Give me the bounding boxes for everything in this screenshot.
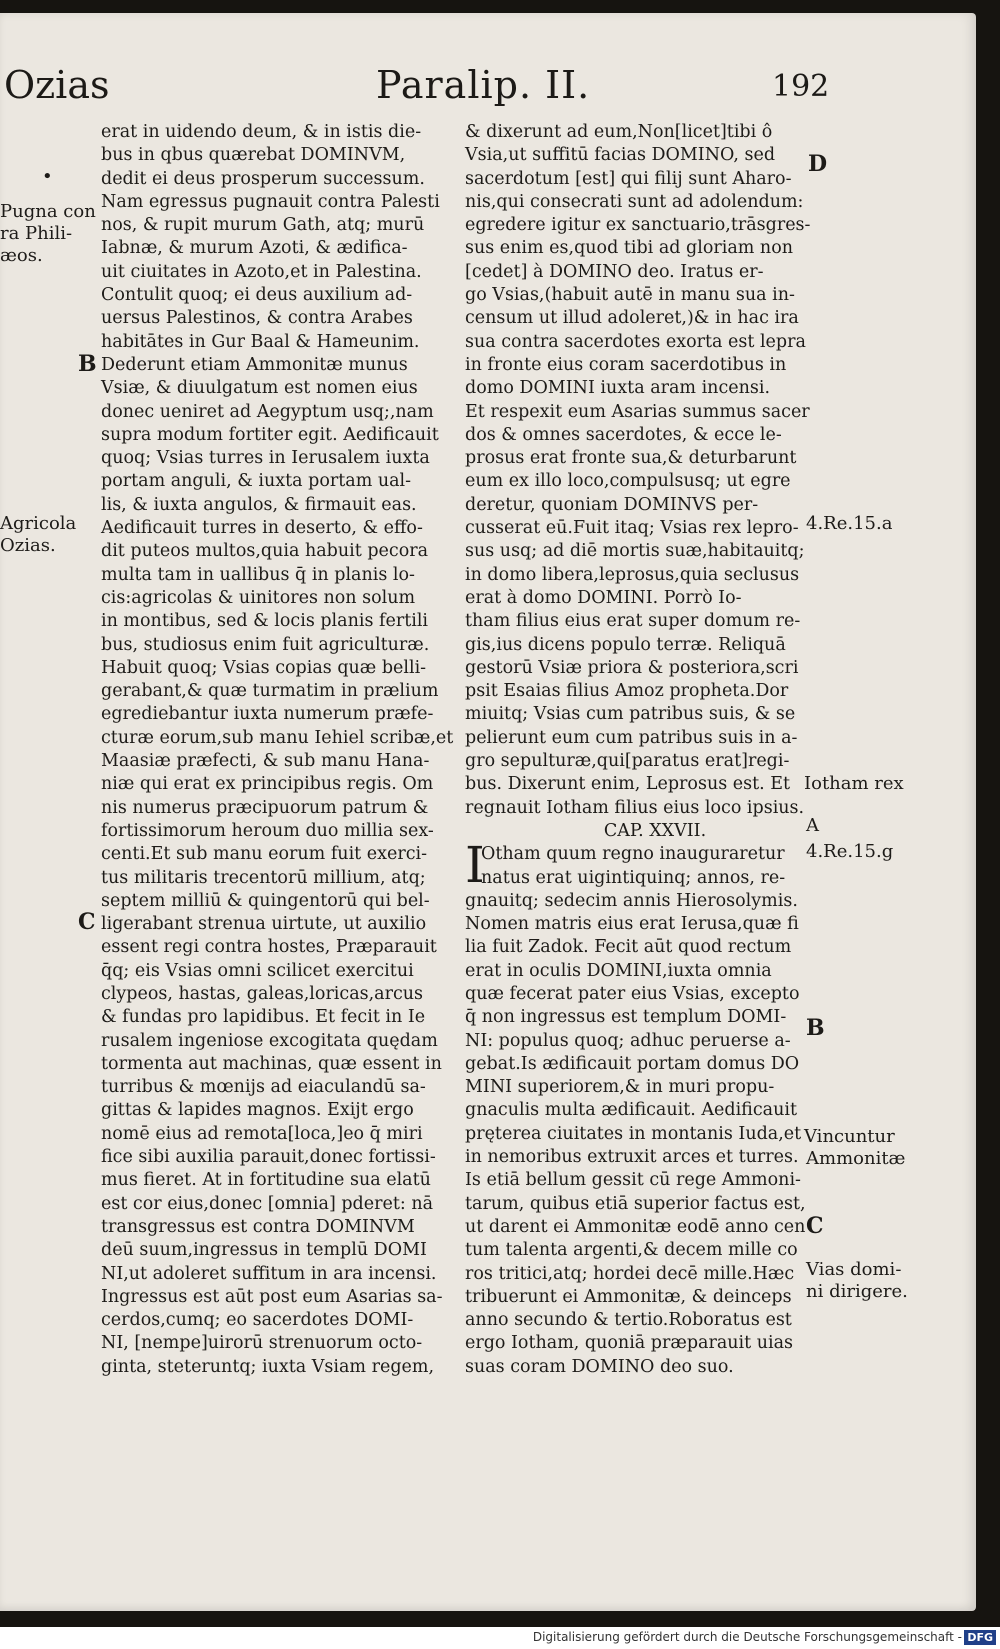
text-line: pelierunt eum cum patribus suis in a-: [465, 727, 798, 748]
text-line: lia fuit Zadok. Fecit aūt quod rectum: [465, 937, 792, 958]
text-line: Habuit quoq; Vsias copias quæ belli-: [101, 657, 427, 678]
text-line: Aedificauit turres in deserto, & effo-: [101, 518, 423, 539]
text-line: tham filius eius erat super domum re-: [465, 611, 801, 632]
text-line: cerdos,cumq; eo sacerdotes DOMI-: [101, 1310, 414, 1331]
text-line: nis,qui consecrati sunt ad adolendum:: [465, 191, 804, 212]
text-line: gnaculis multa ædificauit. Aedificauit: [465, 1100, 797, 1121]
margin-reference: 4.Re.15.g: [806, 841, 894, 862]
text-line: go Vsias,(habuit autē in manu sua in-: [465, 285, 795, 306]
text-line: essent regi contra hostes, Præparauit: [101, 937, 437, 958]
margin-note-agricola: Ozias.: [0, 535, 56, 556]
text-line: censum ut illud adoleret,)& in hac ira: [465, 308, 799, 329]
text-line: centi.Et sub manu eorum fuit exerci-: [101, 844, 428, 865]
chapter-opening: [465, 836, 805, 895]
text-line: donec ueniret ad Aegyptum usq;,nam: [101, 401, 434, 422]
right-text-column: [465, 121, 811, 1379]
margin-note-pugna: ra Phili-: [0, 223, 73, 244]
text-line: transgressus est contra DOMINVM: [101, 1216, 415, 1237]
margin-note-pugna: Pugna con: [0, 201, 96, 222]
text-line: tum talenta argenti,& decem mille co: [465, 1240, 798, 1261]
text-line: Vsiæ, & diuulgatum est nomen eius: [101, 378, 418, 399]
margin-section-letter: B: [806, 1015, 825, 1041]
text-line: bus in qbus quærebat DOMINVM,: [101, 145, 406, 166]
text-line: erat in uidendo deum, & in istis die-: [101, 122, 422, 142]
margin-section-letter: D: [808, 151, 828, 177]
text-line: anno secundo & tertio.Roboratus est: [465, 1310, 792, 1331]
right-column-part-b: [465, 890, 805, 1379]
text-line: NI: populus quoq; adhuc peruerse a-: [465, 1030, 791, 1051]
text-line: Is etiā bellum gessit cū rege Ammoni-: [465, 1170, 801, 1191]
text-line: in domo libera,leprosus,quia seclusus: [465, 564, 800, 585]
text-line: multa tam in uallibus q̄ in planis lo-: [101, 564, 415, 585]
text-line: habitātes in Gur Baal & Hameunim.: [101, 331, 420, 352]
text-line: in nemoribus extruxit arces et turres.: [465, 1147, 799, 1168]
text-line: [cedet] à DOMINO deo. Iratus er-: [465, 261, 764, 282]
text-line: erat in oculis DOMINI,iuxta omnia: [465, 960, 772, 981]
text-line: tribuerunt ei Ammonitæ, & deinceps: [465, 1286, 792, 1307]
text-line: nis numerus præcipuorum patrum &: [101, 797, 429, 818]
text-line: turribus & mœnijs ad eiaculandū sa-: [101, 1077, 426, 1098]
text-line: clypeos, hastas, galeas,loricas,arcus: [101, 983, 424, 1004]
right-column-part-a: [465, 121, 811, 820]
text-line: supra modum fortiter egit. Aedificauit: [101, 424, 439, 445]
text-line: ros tritici,atq; hordei decē mille.Hæc: [465, 1263, 795, 1284]
text-line: regnauit Iotham filius eius loco ipsius.: [465, 797, 805, 818]
text-line: erat à domo DOMINI. Porrò Io-: [465, 587, 742, 608]
text-line: Nomen matris eius erat Ierusa,quæ fi: [465, 914, 799, 935]
text-line: dos & omnes sacerdotes, & ecce le-: [465, 424, 782, 445]
header-left: Ozias: [4, 63, 110, 107]
text-line: cis:agricolas & uinitores non solum: [101, 587, 416, 608]
text-line: natus erat uigintiquinq; annos, re-: [481, 867, 786, 888]
text-line: est cor eius,donec [omnia] pderet: nā: [101, 1193, 434, 1214]
text-line: prosus erat fronte sua,& deturbarunt: [465, 448, 797, 469]
text-line: tarum, quibus etiā superior factus est,: [465, 1193, 806, 1214]
text-line: deretur, quoniam DOMINVS per-: [465, 494, 759, 515]
margin-note-vias: ni dirigere.: [806, 1281, 908, 1302]
text-line: Ingressus est aūt post eum Asarias sa-: [101, 1286, 443, 1307]
text-line: in montibus, sed & locis planis fertili: [101, 611, 429, 632]
margin-section-letter: C: [78, 909, 96, 935]
text-line: ut darent ei Ammonitæ eodē anno cen: [465, 1216, 806, 1237]
margin-note-vincuntur: Vincuntur: [804, 1126, 895, 1147]
text-line: domo DOMINI iuxta aram incensi.: [465, 378, 771, 399]
text-line: ginta, steteruntq; iuxta Vsiam regem,: [101, 1356, 435, 1377]
text-line: uersus Palestinos, & contra Arabes: [101, 308, 413, 329]
text-line: gittas & lapides magnos. Exijt ergo: [101, 1100, 414, 1121]
text-line: bus. Dixerunt enim, Leprosus est. Et: [465, 774, 791, 795]
text-line: uit ciuitates in Azoto,et in Palestina.: [101, 261, 422, 282]
header-title: Paralip. II.: [376, 63, 591, 107]
margin-section-letter: A: [806, 815, 819, 836]
left-text-column: [101, 121, 454, 1379]
text-line: lis, & iuxta angulos, & firmauit eas.: [101, 494, 417, 515]
text-line: tormenta aut machinas, quæ essent in: [101, 1053, 442, 1074]
text-line: gebat.Is ædificauit portam domus DO: [465, 1053, 800, 1074]
page-number: 192: [772, 69, 830, 104]
text-line: & fundas pro lapidibus. Et fecit in Ie: [101, 1007, 426, 1028]
text-line: sacerdotum [est] qui filij sunt Aharo-: [465, 168, 792, 189]
text-line: Otham quum regno inauguraretur: [481, 844, 785, 865]
chapter-heading: CAP. XXVII.: [603, 820, 707, 841]
text-line: mus fieret. At in fortitudine sua elatū: [101, 1170, 431, 1191]
text-line: q̄ non ingressus est templum DOMI-: [465, 1007, 787, 1028]
text-line: Et respexit eum Asarias summus sacer: [465, 401, 810, 422]
text-line: fortissimorum heroum duo millia sex-: [101, 820, 434, 841]
text-line: gnauitq; sedecim annis Hierosolymis.: [465, 890, 798, 911]
text-line: gestorū Vsiæ priora & posteriora,scri: [465, 657, 799, 678]
text-line: rusalem ingeniose excogitata quędam: [101, 1030, 438, 1051]
text-line: Iabnæ, & murum Azoti, & ædifica-: [101, 238, 408, 259]
text-line: miuitq; Vsias cum patribus suis, & se: [465, 704, 796, 725]
text-line: cusserat eū.Fuit itaq; Vsias rex lepro-: [465, 518, 799, 539]
text-line: NI, [nempe]uirorū strenuorum octo-: [101, 1333, 423, 1354]
text-line: Maasiæ præfecti, & sub manu Hana-: [101, 751, 430, 772]
text-line: suas coram DOMINO deo suo.: [465, 1356, 734, 1377]
text-line: MINI superiorem,& in muri propu-: [465, 1077, 775, 1098]
margin-note-vias: Vias domi-: [806, 1259, 902, 1280]
text-line: Contulit quoq; ei deus auxilium ad-: [101, 285, 413, 306]
text-line: gerabant,& quæ turmatim in prælium: [101, 681, 439, 702]
text-line: pręterea ciuitates in montanis Iuda,et: [465, 1123, 802, 1144]
text-line: septem milliū & quingentorū qui bel-: [101, 890, 430, 911]
text-line: ergo Iotham, quoniā præparauit uias: [465, 1333, 793, 1354]
text-line: Vsia,ut suffitū facias DOMINO, sed: [465, 145, 776, 166]
text-line: dit puteos multos,quia habuit pecora: [101, 541, 429, 562]
text-line: eum ex illo loco,compulsusq; ut egre: [465, 471, 791, 492]
text-line: portam anguli, & iuxta portam ual-: [101, 471, 412, 492]
text-line: & dixerunt ad eum,Non[licet]tibi ô: [465, 122, 773, 142]
dfg-logo: DFG: [964, 1630, 996, 1645]
text-line: fice sibi auxilia parauit,donec fortissi-: [101, 1147, 436, 1168]
text-line: nos, & rupit murum Gath, atq; murū: [101, 215, 425, 236]
text-line: sua contra sacerdotes exorta est lepra: [465, 331, 806, 352]
text-line: dedit ei deus prosperum successum.: [101, 168, 425, 189]
margin-note-pugna: æos.: [0, 245, 43, 266]
text-line: niæ qui erat ex principibus regis. Om: [101, 774, 434, 795]
text-line: Dederunt etiam Ammonitæ munus: [101, 354, 408, 375]
text-line: psit Esaias filius Amoz propheta.Dor: [465, 681, 789, 702]
book-page: [0, 13, 976, 1611]
text-line: gro sepulturæ,qui[paratus erat]regi-: [465, 751, 790, 772]
margin-reference: 4.Re.15.a: [806, 513, 893, 534]
text-line: in fronte eius coram sacerdotibus in: [465, 354, 787, 375]
text-line: bus, studiosus enim fuit agriculturæ.: [101, 634, 430, 655]
text-line: gis,ius dicens populo terræ. Reliquā: [465, 634, 786, 655]
margin-section-letter: B: [78, 351, 97, 377]
margin-section-letter: C: [806, 1213, 824, 1239]
funding-credit: Digitalisierung gefördert durch die Deutsche Forschungsgemeinschaft -: [532, 1630, 962, 1644]
text-line: egrediebantur iuxta numerum præfe-: [101, 704, 434, 725]
margin-note-iotham: Iotham rex: [804, 773, 904, 794]
margin-note-vincuntur: Ammonitæ: [806, 1148, 906, 1169]
footer-bar: [0, 1627, 1000, 1649]
text-line: quæ fecerat pater eius Vsias, excepto: [465, 983, 800, 1004]
margin-bullet: •: [42, 166, 53, 187]
chapter-first-lines: [465, 836, 805, 895]
text-line: sus enim es,quod tibi ad gloriam non: [465, 238, 794, 259]
text-line: tus militaris trecentorū millium, atq;: [101, 867, 426, 888]
text-line: cturæ eorum,sub manu Iehiel scribæ,et: [101, 727, 454, 748]
text-line: deū suum,ingressus in templū DOMI: [101, 1240, 427, 1261]
text-line: sus usq; ad diē mortis suæ,habitauitq;: [465, 541, 805, 562]
margin-note-agricola: Agricola: [0, 513, 77, 534]
text-line: egredere igitur ex sanctuario,trāsgres-: [465, 215, 811, 236]
text-line: ligerabant strenua uirtute, ut auxilio: [101, 914, 427, 935]
drop-capital: I: [465, 836, 485, 895]
text-line: quoq; Vsias turres in Ierusalem iuxta: [101, 448, 430, 469]
text-line: q̄q; eis Vsias omni scilicet exercitui: [101, 960, 414, 981]
text-line: NI,ut adoleret suffitum in ara incensi.: [101, 1263, 437, 1284]
text-line: nomē eius ad remota[loca,]eo q̄ miri: [101, 1123, 423, 1144]
text-line: Nam egressus pugnauit contra Palesti: [101, 191, 440, 212]
